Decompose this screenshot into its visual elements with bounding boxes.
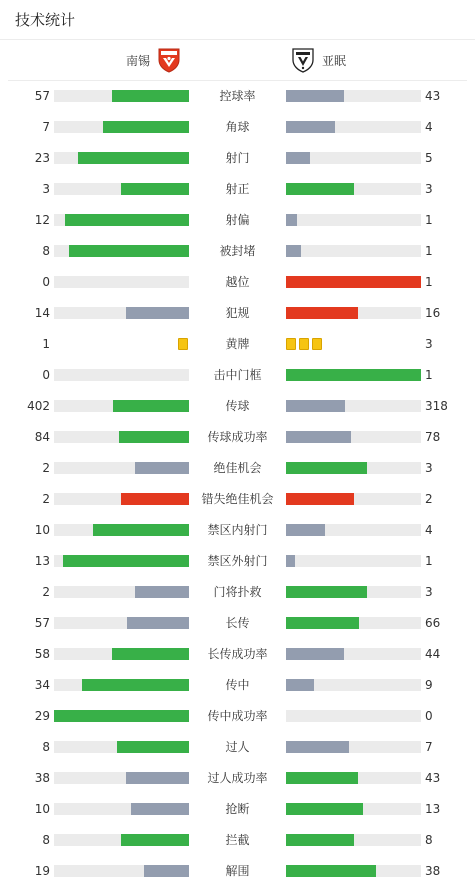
home-stat-bar-fill bbox=[63, 555, 189, 567]
away-stat-value: 9 bbox=[425, 678, 433, 692]
away-stat-bar bbox=[286, 710, 421, 722]
home-stat-bar bbox=[54, 710, 189, 722]
home-stat-bar-fill bbox=[113, 400, 189, 412]
away-stat-bar-fill bbox=[286, 307, 358, 319]
home-stat-bar-fill bbox=[103, 121, 189, 133]
home-stat-value: 0 bbox=[42, 368, 50, 382]
stat-row bbox=[0, 174, 475, 205]
stat-row bbox=[0, 856, 475, 887]
stat-label: 过人 bbox=[225, 740, 250, 754]
away-stat-bar bbox=[286, 183, 421, 195]
stat-label: 抢断 bbox=[225, 802, 250, 816]
away-stat-bar bbox=[286, 803, 421, 815]
away-yellow-cards bbox=[286, 338, 322, 350]
stat-row bbox=[0, 608, 475, 639]
home-stat-bar bbox=[54, 524, 189, 536]
home-stat-bar bbox=[54, 307, 189, 319]
away-stat-bar-fill bbox=[286, 121, 335, 133]
away-stat-bar bbox=[286, 493, 421, 505]
home-stat-bar-fill bbox=[126, 772, 189, 784]
page-title: 技术统计 bbox=[15, 11, 76, 29]
home-stat-bar bbox=[54, 152, 189, 164]
stat-row bbox=[0, 422, 475, 453]
stat-row bbox=[0, 391, 475, 422]
away-stat-bar bbox=[286, 524, 421, 536]
stat-label: 击中门框 bbox=[213, 368, 262, 382]
away-stat-value: 3 bbox=[425, 585, 433, 599]
home-stat-bar bbox=[54, 369, 189, 381]
home-stat-bar-fill bbox=[121, 183, 189, 195]
away-stat-value: 78 bbox=[425, 430, 441, 444]
stat-row bbox=[0, 205, 475, 236]
home-stat-value: 0 bbox=[42, 275, 50, 289]
away-stat-bar bbox=[286, 679, 421, 691]
stat-label: 禁区外射门 bbox=[207, 554, 268, 568]
stat-row bbox=[0, 546, 475, 577]
away-stat-bar bbox=[286, 865, 421, 877]
home-stat-bar-fill bbox=[65, 214, 189, 226]
amiens-crest-icon bbox=[292, 47, 314, 73]
home-stat-bar bbox=[54, 772, 189, 784]
stat-label: 传球成功率 bbox=[207, 430, 268, 444]
home-stat-bar bbox=[54, 834, 189, 846]
home-stat-bar bbox=[54, 586, 189, 598]
home-stat-value: 23 bbox=[34, 151, 50, 165]
home-stat-bar bbox=[54, 462, 189, 474]
away-stat-value: 66 bbox=[425, 616, 441, 630]
away-stat-value: 7 bbox=[425, 740, 433, 754]
stat-row bbox=[0, 732, 475, 763]
away-stat-bar-fill bbox=[286, 648, 344, 660]
stat-label: 控球率 bbox=[219, 89, 256, 103]
stat-row bbox=[0, 794, 475, 825]
page-header bbox=[0, 0, 475, 40]
home-stat-value: 12 bbox=[34, 213, 50, 227]
away-stat-bar-fill bbox=[286, 431, 351, 443]
home-stat-value: 57 bbox=[34, 89, 50, 103]
home-stat-value: 14 bbox=[34, 306, 50, 320]
home-stat-bar bbox=[54, 431, 189, 443]
home-stat-bar-fill bbox=[117, 741, 189, 753]
away-stat-bar-fill bbox=[286, 741, 349, 753]
home-stat-bar bbox=[54, 276, 189, 288]
away-stat-value: 1 bbox=[425, 275, 433, 289]
stat-label: 错失绝佳机会 bbox=[201, 492, 274, 506]
home-stat-bar-fill bbox=[112, 90, 189, 102]
away-stat-bar bbox=[286, 307, 421, 319]
home-stat-bar-fill bbox=[119, 431, 189, 443]
home-stat-bar-fill bbox=[82, 679, 189, 691]
away-stat-value: 3 bbox=[425, 182, 433, 196]
stat-label: 射门 bbox=[225, 151, 250, 165]
stat-row bbox=[0, 143, 475, 174]
away-stat-value: 3 bbox=[425, 337, 433, 351]
away-stat-bar bbox=[286, 617, 421, 629]
home-stat-value: 38 bbox=[34, 771, 50, 785]
stats-list bbox=[0, 81, 475, 887]
home-stat-bar-fill bbox=[135, 586, 189, 598]
home-stat-value: 34 bbox=[34, 678, 50, 692]
away-stat-bar-fill bbox=[286, 617, 359, 629]
home-stat-bar-fill bbox=[54, 710, 189, 722]
away-stat-bar bbox=[286, 586, 421, 598]
home-stat-value: 10 bbox=[34, 802, 50, 816]
home-stat-value: 2 bbox=[42, 585, 50, 599]
away-stat-bar bbox=[286, 400, 421, 412]
home-stat-value: 19 bbox=[34, 864, 50, 878]
home-stat-bar-fill bbox=[78, 152, 189, 164]
stat-label: 黄牌 bbox=[225, 337, 250, 351]
away-stat-bar bbox=[286, 121, 421, 133]
away-stat-bar-fill bbox=[286, 183, 354, 195]
stat-row bbox=[0, 701, 475, 732]
away-stat-bar bbox=[286, 369, 421, 381]
stat-row bbox=[0, 825, 475, 856]
away-stat-bar bbox=[286, 431, 421, 443]
home-stat-value: 10 bbox=[34, 523, 50, 537]
away-stat-bar-fill bbox=[286, 276, 421, 288]
home-stat-value: 84 bbox=[34, 430, 50, 444]
stat-label: 禁区内射门 bbox=[207, 523, 268, 537]
stat-label: 射正 bbox=[225, 182, 250, 196]
home-stat-bar bbox=[54, 741, 189, 753]
away-stat-bar-fill bbox=[286, 586, 367, 598]
away-stat-bar-fill bbox=[286, 152, 310, 164]
away-stat-value: 3 bbox=[425, 461, 433, 475]
away-stat-bar bbox=[286, 555, 421, 567]
home-stat-value: 8 bbox=[42, 833, 50, 847]
away-stat-value: 8 bbox=[425, 833, 433, 847]
away-stat-value: 5 bbox=[425, 151, 433, 165]
away-stat-value: 1 bbox=[425, 554, 433, 568]
home-stat-value: 58 bbox=[34, 647, 50, 661]
home-team-name: 南锡 bbox=[125, 53, 150, 68]
stat-label: 传中成功率 bbox=[207, 709, 268, 723]
stat-label: 传球 bbox=[225, 399, 250, 413]
stat-row bbox=[0, 236, 475, 267]
stat-label: 传中 bbox=[225, 678, 250, 692]
away-stat-value: 4 bbox=[425, 523, 433, 537]
home-stat-value: 7 bbox=[42, 120, 50, 134]
away-stat-bar-fill bbox=[286, 772, 358, 784]
home-stat-value: 3 bbox=[42, 182, 50, 196]
stat-row bbox=[0, 670, 475, 701]
away-stat-bar bbox=[286, 90, 421, 102]
away-stat-bar bbox=[286, 276, 421, 288]
stat-label: 长传成功率 bbox=[207, 647, 268, 661]
stat-row bbox=[0, 298, 475, 329]
stat-row bbox=[0, 453, 475, 484]
stat-label: 角球 bbox=[225, 120, 250, 134]
home-stat-bar-fill bbox=[121, 493, 189, 505]
stat-row bbox=[0, 515, 475, 546]
home-stat-bar bbox=[54, 555, 189, 567]
away-stat-bar-fill bbox=[286, 679, 314, 691]
home-stat-bar-fill bbox=[135, 462, 189, 474]
away-stat-bar-fill bbox=[286, 90, 344, 102]
away-stat-bar bbox=[286, 741, 421, 753]
stat-label: 门将扑救 bbox=[213, 585, 262, 599]
home-stat-value: 57 bbox=[34, 616, 50, 630]
away-stat-bar-fill bbox=[286, 524, 325, 536]
home-stat-bar-fill bbox=[144, 865, 189, 877]
home-stat-value: 402 bbox=[27, 399, 50, 413]
away-stat-bar-fill bbox=[286, 803, 363, 815]
stat-label: 越位 bbox=[225, 275, 250, 289]
away-stat-bar-fill bbox=[286, 865, 376, 877]
away-stat-bar-fill bbox=[286, 245, 301, 257]
stat-row bbox=[0, 360, 475, 391]
yellow-card-icon bbox=[312, 338, 322, 350]
away-team[interactable] bbox=[292, 40, 346, 80]
stat-label: 解围 bbox=[225, 864, 250, 878]
away-stat-value: 43 bbox=[425, 771, 441, 785]
away-stat-bar-fill bbox=[286, 214, 297, 226]
home-stat-bar bbox=[54, 245, 189, 257]
yellow-card-icon bbox=[286, 338, 296, 350]
stat-row bbox=[0, 81, 475, 112]
stat-label: 犯规 bbox=[225, 306, 250, 320]
stat-label: 过人成功率 bbox=[207, 771, 268, 785]
home-stat-value: 8 bbox=[42, 740, 50, 754]
home-stat-bar bbox=[54, 400, 189, 412]
home-stat-bar-fill bbox=[127, 617, 189, 629]
stat-row bbox=[0, 577, 475, 608]
home-stat-bar-fill bbox=[126, 307, 189, 319]
away-stat-value: 1 bbox=[425, 368, 433, 382]
home-stat-bar bbox=[54, 183, 189, 195]
teams-header bbox=[8, 40, 467, 81]
away-stat-value: 38 bbox=[425, 864, 441, 878]
stat-label: 长传 bbox=[225, 616, 250, 630]
home-stat-bar bbox=[54, 214, 189, 226]
home-stat-value: 1 bbox=[42, 337, 50, 351]
away-stat-bar-fill bbox=[286, 369, 421, 381]
home-stat-value: 29 bbox=[34, 709, 50, 723]
stat-label: 拦截 bbox=[225, 833, 250, 847]
home-stat-bar-fill bbox=[93, 524, 189, 536]
home-stat-bar-fill bbox=[112, 648, 189, 660]
yellow-card-icon bbox=[178, 338, 188, 350]
home-stat-bar bbox=[54, 865, 189, 877]
stat-row bbox=[0, 329, 475, 360]
stat-label: 绝佳机会 bbox=[213, 461, 262, 475]
away-stat-value: 1 bbox=[425, 244, 433, 258]
stat-row bbox=[0, 639, 475, 670]
away-stat-bar-fill bbox=[286, 493, 354, 505]
nancy-crest-icon bbox=[158, 47, 180, 73]
home-stat-bar-fill bbox=[131, 803, 189, 815]
away-stat-bar bbox=[286, 462, 421, 474]
away-stat-bar-fill bbox=[286, 555, 295, 567]
away-stat-value: 13 bbox=[425, 802, 441, 816]
stat-label: 射偏 bbox=[225, 213, 250, 227]
away-stat-bar bbox=[286, 772, 421, 784]
away-stat-value: 43 bbox=[425, 89, 441, 103]
stat-row bbox=[0, 267, 475, 298]
away-stat-value: 4 bbox=[425, 120, 433, 134]
home-stat-value: 2 bbox=[42, 461, 50, 475]
stat-row bbox=[0, 763, 475, 794]
away-stat-bar bbox=[286, 214, 421, 226]
stat-row bbox=[0, 484, 475, 515]
home-stat-value: 2 bbox=[42, 492, 50, 506]
home-stat-bar bbox=[54, 493, 189, 505]
away-stat-value: 16 bbox=[425, 306, 441, 320]
away-stat-bar-fill bbox=[286, 834, 354, 846]
home-stat-bar bbox=[54, 617, 189, 629]
home-stat-bar bbox=[54, 648, 189, 660]
away-stat-value: 1 bbox=[425, 213, 433, 227]
home-stat-bar-fill bbox=[121, 834, 189, 846]
away-stat-value: 318 bbox=[425, 399, 448, 413]
away-stat-bar bbox=[286, 648, 421, 660]
yellow-card-icon bbox=[299, 338, 309, 350]
away-stat-value: 44 bbox=[425, 647, 441, 661]
home-stat-bar-fill bbox=[69, 245, 189, 257]
home-stat-bar bbox=[54, 121, 189, 133]
home-stat-bar bbox=[54, 90, 189, 102]
away-team-name: 亚眠 bbox=[322, 53, 347, 68]
stat-label: 被封堵 bbox=[219, 244, 256, 258]
away-stat-value: 0 bbox=[425, 709, 433, 723]
home-stat-value: 8 bbox=[42, 244, 50, 258]
away-stat-bar bbox=[286, 834, 421, 846]
away-stat-bar bbox=[286, 245, 421, 257]
home-stat-bar bbox=[54, 679, 189, 691]
away-stat-bar-fill bbox=[286, 400, 345, 412]
away-stat-value: 2 bbox=[425, 492, 433, 506]
home-yellow-cards bbox=[178, 338, 188, 350]
away-stat-bar-fill bbox=[286, 462, 367, 474]
stat-row bbox=[0, 112, 475, 143]
home-stat-bar bbox=[54, 803, 189, 815]
home-team[interactable] bbox=[126, 40, 180, 80]
away-stat-bar bbox=[286, 152, 421, 164]
home-stat-value: 13 bbox=[34, 554, 50, 568]
